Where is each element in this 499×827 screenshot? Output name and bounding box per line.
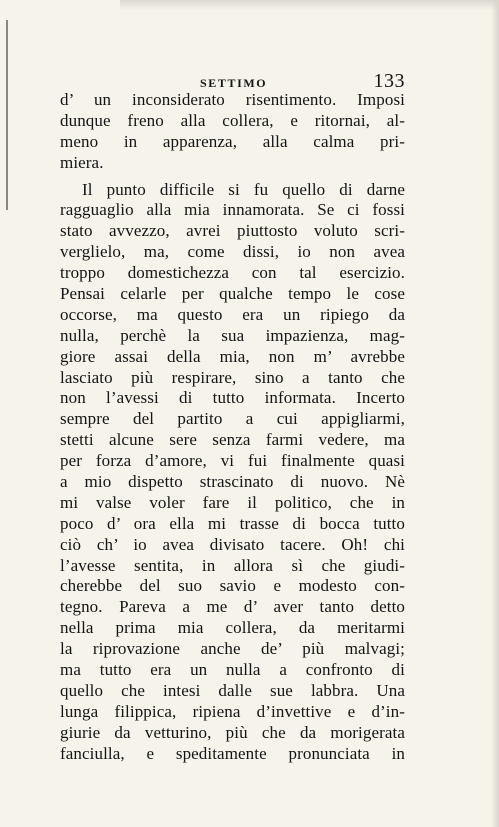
- text-line: Pensai celarle per qualche tempo le cose: [60, 284, 405, 304]
- text-line: la riprovazione anche de’ più malvagi;: [60, 639, 405, 659]
- text-line: lasciato più respirare, sino a tanto che: [60, 367, 405, 387]
- page-number: 133: [373, 70, 405, 92]
- text-line: fanciulla, e speditamente pronunciata in: [60, 743, 405, 763]
- paragraph-1: [60, 90, 405, 174]
- text-line: giurie da vetturino, più che da morigerata: [60, 722, 405, 742]
- text-line: sempre del partito a cui appigliarmi,: [60, 409, 405, 429]
- gutter-line: [6, 20, 8, 210]
- text-line: nulla, perchè la sua impazienza, mag-: [60, 325, 405, 345]
- text-line: d’ un inconsiderato risentimento. Imposi: [60, 90, 405, 109]
- text-line: stetti alcune sere senza farmi vedere, ma: [60, 430, 405, 450]
- text-line: occorse, ma questo era un ripiego da: [60, 304, 405, 324]
- text-line: mi valse voler fare il politico, che in: [60, 492, 405, 512]
- text-line: giore assai della mia, non m’ avrebbe: [60, 346, 405, 366]
- text-line: lunga filippica, ripiena d’invettive e d’in-: [60, 701, 405, 721]
- paragraph-2: [60, 180, 405, 765]
- text-line: l’avesse sentita, in allora sì che giudi-: [60, 555, 405, 575]
- text-line: nella prima mia collera, da meritarmi: [60, 618, 405, 638]
- text-line: dunque freno alla collera, e ritornai, al-: [60, 110, 405, 130]
- text-line: miera.: [60, 152, 104, 172]
- text-line: tegno. Pareva a me d’ aver tanto detto: [60, 597, 405, 617]
- text-line: troppo domestichezza con tal esercizio.: [60, 263, 405, 283]
- body-text: [60, 90, 405, 765]
- text-line: poco d’ ora ella mi trasse di bocca tutto: [60, 513, 405, 533]
- page-right-edge: [491, 0, 499, 827]
- text-line: meno in apparenza, alla calma pri-: [60, 131, 405, 151]
- text-line: cherebbe del suo savio e modesto con-: [60, 576, 405, 596]
- text-line: stato avvezzo, avrei piuttosto voluto scri-: [60, 221, 405, 241]
- text-line: quello che intesi dalle sue labbra. Una: [60, 680, 405, 700]
- text-line: per forza d’amore, vi fui finalmente quasi: [60, 451, 405, 471]
- text-line: ragguaglio alla mia innamorata. Se ci fossi: [60, 200, 405, 220]
- text-line: ciò ch’ io avea divisato tacere. Oh! chi: [60, 534, 405, 554]
- text-line: ma tutto era un nulla a confronto di: [60, 660, 405, 680]
- text-line: verglielo, ma, come dissi, io non avea: [60, 242, 405, 262]
- running-head: SETTIMO: [200, 76, 268, 90]
- page-top-shadow: [120, 0, 499, 10]
- text-line: a mio dispetto strascinato di nuovo. Nè: [60, 472, 405, 492]
- text-line: non l’avessi di tutto informata. Incerto: [60, 388, 405, 408]
- text-line: Il punto difficile si fu quello di darne: [82, 179, 405, 199]
